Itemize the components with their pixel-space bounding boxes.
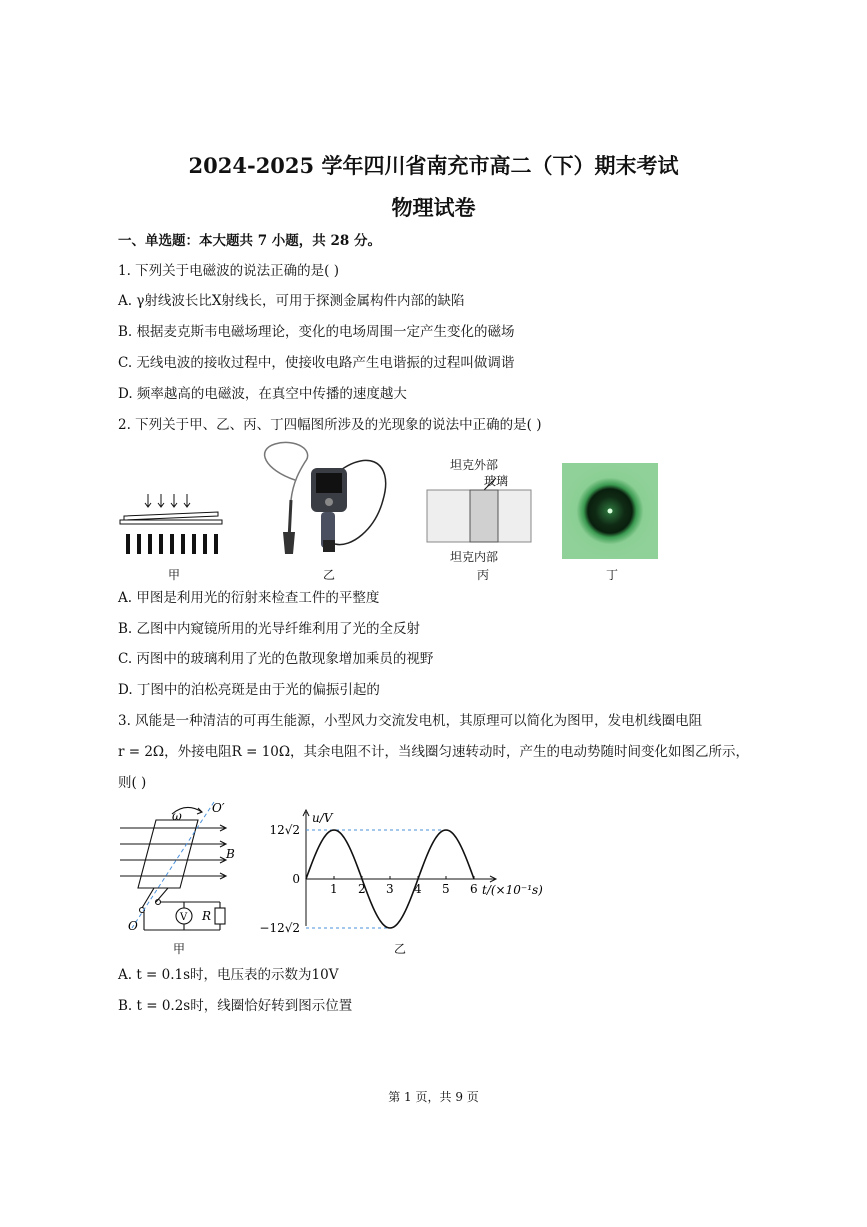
x-tick-label: 5 (442, 882, 450, 896)
emf-chart (250, 806, 550, 946)
figure-jia-flatness (118, 494, 228, 558)
b-field-label: B (226, 847, 235, 861)
x-axis-label: t/(×10⁻¹s) (482, 883, 543, 897)
figure-ding-poisson-spot (562, 463, 658, 559)
x-tick-label: 6 (470, 882, 478, 896)
q2-option-c: C. 丙图中的玻璃利用了光的色散现象增加乘员的视野 (118, 651, 434, 667)
voltmeter-label: V (180, 912, 188, 923)
q2-option-b: B. 乙图中内窥镜所用的光导纤维利用了光的全反射 (118, 621, 421, 637)
fig-label-ding: 丁 (606, 568, 619, 582)
fig-label-chart: 乙 (394, 942, 407, 956)
x-tick-label: 1 (330, 882, 338, 896)
fig-label-jia: 甲 (168, 568, 181, 582)
q3-stem-line2: r = 2Ω，外接电阻R = 10Ω，其余电阻不计，当线圈匀速转动时，产生的电动势随时间变化如图乙所示， (118, 744, 750, 760)
page-subtitle: 物理试卷 (391, 195, 476, 220)
q2-option-d: D. 丁图中的泊松亮斑是由于光的偏振引起的 (118, 682, 380, 698)
x-tick-label: 4 (414, 882, 422, 896)
q1-option-c: C. 无线电波的接收过程中，使接收电路产生电谐振的过程叫做调谐 (118, 355, 515, 371)
q2-option-a: A. 甲图是利用光的衍射来检查工件的平整度 (118, 590, 380, 606)
o-prime-label: O′ (212, 801, 225, 815)
x-tick-label: 2 (358, 882, 366, 896)
x-tick-label: 3 (386, 882, 394, 896)
tank-inner-label: 坦克内部 (450, 550, 499, 564)
y-tick-label: 0 (292, 872, 300, 886)
q2-stem: 2. 下列关于甲、乙、丙、丁四幅图所涉及的光现象的说法中正确的是( ) (118, 417, 542, 433)
fig-label-generator: 甲 (173, 942, 186, 956)
q3-stem-line3: 则( ) (118, 775, 147, 791)
figure-yi-endoscope (255, 440, 395, 562)
q1-option-b: B. 根据麦克斯韦电磁场理论，变化的电场周围一定产生变化的磁场 (118, 324, 515, 340)
y-tick-label: −12√2 (259, 921, 300, 935)
fig-label-yi: 乙 (323, 568, 336, 582)
q1-option-a: A. γ射线波长比X射线长，可用于探测金属构件内部的缺陷 (118, 293, 465, 309)
figure-generator-circuit (116, 798, 246, 938)
y-tick-label: 12√2 (269, 823, 300, 837)
q3-option-b: B. t = 0.2s时，线圈恰好转到图示位置 (118, 998, 353, 1014)
q1-stem: 1. 下列关于电磁波的说法正确的是( ) (118, 263, 339, 279)
figure-bing-tank-glass (426, 470, 532, 550)
resistor-label: R (202, 909, 212, 923)
omega-label: ω (172, 809, 182, 823)
section-heading: 一、单选题：本大题共 7 小题，共 28 分。 (118, 233, 381, 249)
o-label: O (128, 919, 138, 933)
fig-label-bing: 丙 (477, 568, 490, 582)
q1-option-d: D. 频率越高的电磁波，在真空中传播的速度越大 (118, 386, 407, 402)
y-axis-label: u/V (312, 811, 333, 825)
page-footer: 第 1 页，共 9 页 (388, 1090, 479, 1104)
tank-outer-label: 坦克外部 (450, 458, 499, 472)
q3-option-a: A. t = 0.1s时，电压表的示数为10V (118, 967, 339, 983)
q3-stem-line1: 3. 风能是一种清洁的可再生能源，小型风力交流发电机，其原理可以简化为图甲，发电机线圈电阻 (118, 713, 703, 729)
glass-label: 玻璃 (484, 474, 509, 488)
page-title: 2024-2025 学年四川省南充市高二（下）期末考试 (188, 153, 679, 178)
